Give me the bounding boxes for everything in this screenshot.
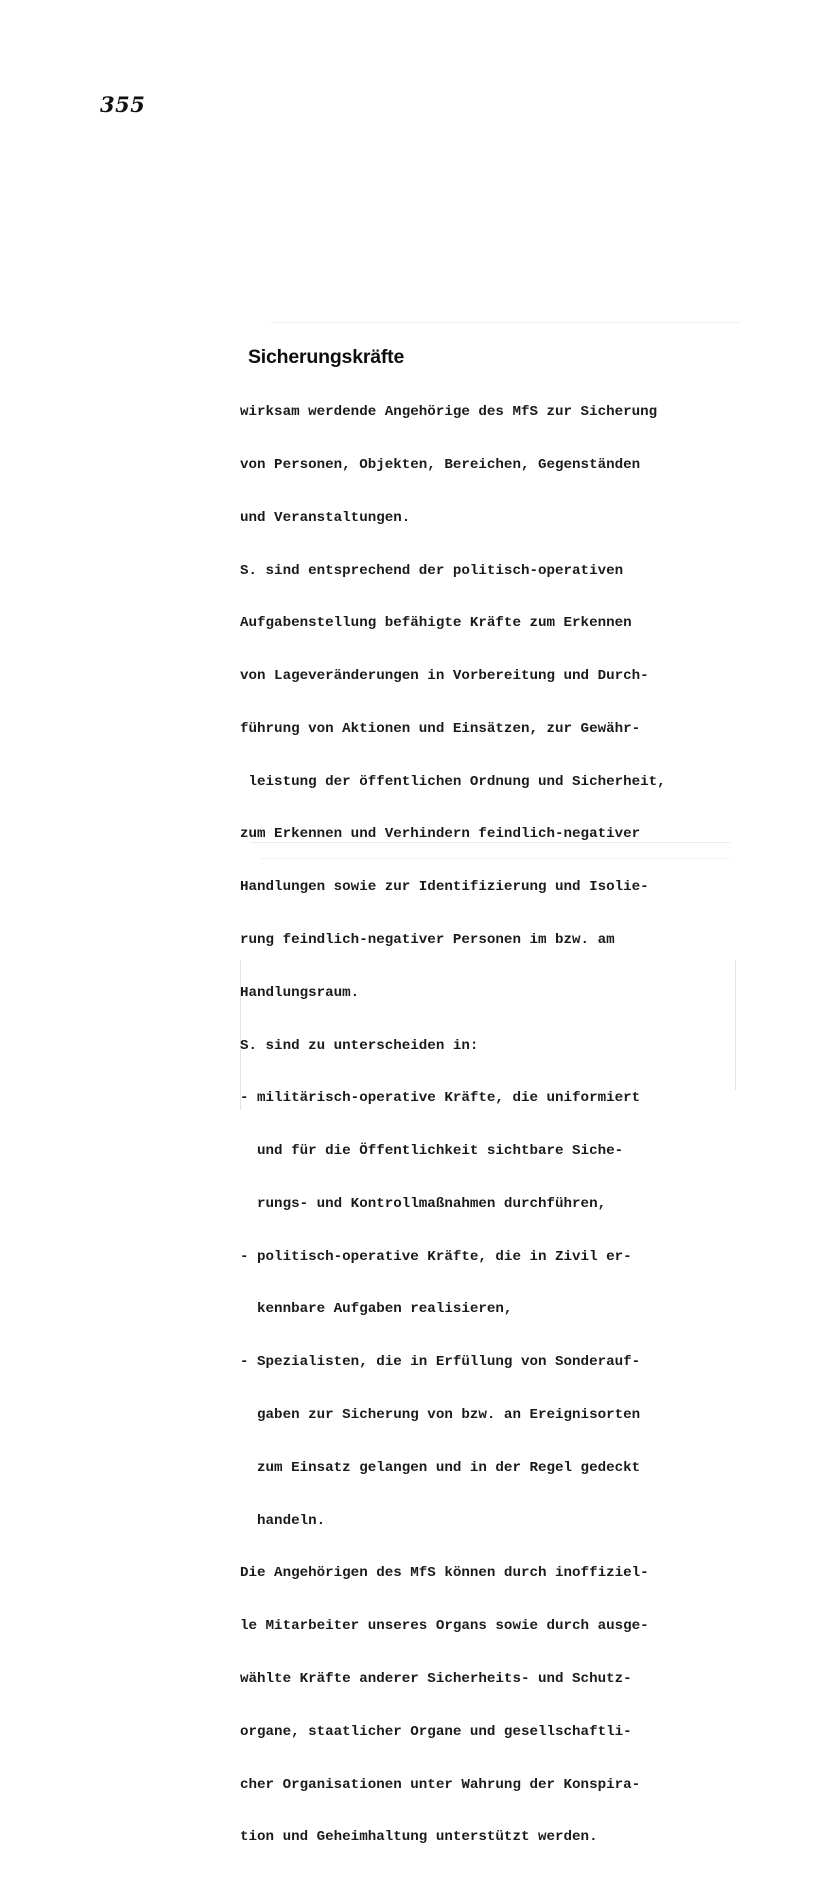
entry-line: führung von Aktionen und Einsätzen, zur Gewähr- bbox=[240, 720, 641, 737]
entry-line: gaben zur Sicherung von bzw. an Ereignisorten bbox=[240, 1407, 641, 1424]
entry-line: S. sind entsprechend der politisch-operativen bbox=[240, 562, 624, 579]
entry-line: und Veranstaltungen. bbox=[240, 509, 411, 526]
entry-line: leistung der öffentlichen Ordnung und Sicherheit, bbox=[240, 773, 666, 790]
entry-line: cher Organisationen unter Wahrung der Konspira- bbox=[240, 1776, 641, 1793]
entry-line: zum Erkennen und Verhindern feindlich-negativer bbox=[240, 826, 641, 843]
entry-line: - militärisch-operative Kräfte, die uniformiert bbox=[240, 1090, 641, 1107]
scan-artifact bbox=[270, 322, 740, 323]
entry-line: von Lageveränderungen in Vorbereitung und Durch- bbox=[240, 668, 649, 685]
entry-line: zum Einsatz gelangen und in der Regel gedeckt bbox=[240, 1459, 641, 1476]
entry-line: tion und Geheimhaltung unterstützt werden. bbox=[240, 1829, 598, 1846]
entry-heading: Sicherungskräfte bbox=[248, 346, 405, 368]
entry-line: Handlungsraum. bbox=[240, 984, 360, 1001]
lexicon-entry bbox=[240, 345, 760, 1882]
entry-line: S. sind zu unterscheiden in: bbox=[240, 1037, 479, 1054]
entry-line: von Personen, Objekten, Bereichen, Gegenständen bbox=[240, 456, 641, 473]
entry-line: wählte Kräfte anderer Sicherheits- und Schutz- bbox=[240, 1670, 632, 1687]
entry-line: organe, staatlicher Organe und gesellschaftli- bbox=[240, 1723, 632, 1740]
entry-line: rungs- und Kontrollmaßnahmen durchführen, bbox=[240, 1195, 607, 1212]
entry-line: und für die Öffentlichkeit sichtbare Siche- bbox=[240, 1143, 624, 1160]
entry-line: - politisch-operative Kräfte, die in Zivil er- bbox=[240, 1248, 632, 1265]
entry-line: le Mitarbeiter unseres Organs sowie durch ausge- bbox=[240, 1618, 649, 1635]
entry-line: Handlungen sowie zur Identifizierung und Isolie- bbox=[240, 879, 649, 896]
entry-body bbox=[240, 369, 760, 1882]
entry-line: rung feindlich-negativer Personen im bzw. am bbox=[240, 932, 615, 948]
entry-line: wirksam werdende Angehörige des MfS zur Sicherung bbox=[240, 404, 658, 421]
entry-line: - Spezialisten, die in Erfüllung von Sonderauf- bbox=[240, 1354, 641, 1371]
page-number: 355 bbox=[100, 92, 146, 117]
entry-line: Aufgabenstellung befähigte Kräfte zum Erkennen bbox=[240, 615, 632, 632]
entry-line: Die Angehörigen des MfS können durch inoffiziel- bbox=[240, 1565, 649, 1582]
entry-line: handeln. bbox=[240, 1512, 326, 1529]
entry-line: kennbare Aufgaben realisieren, bbox=[240, 1301, 513, 1318]
